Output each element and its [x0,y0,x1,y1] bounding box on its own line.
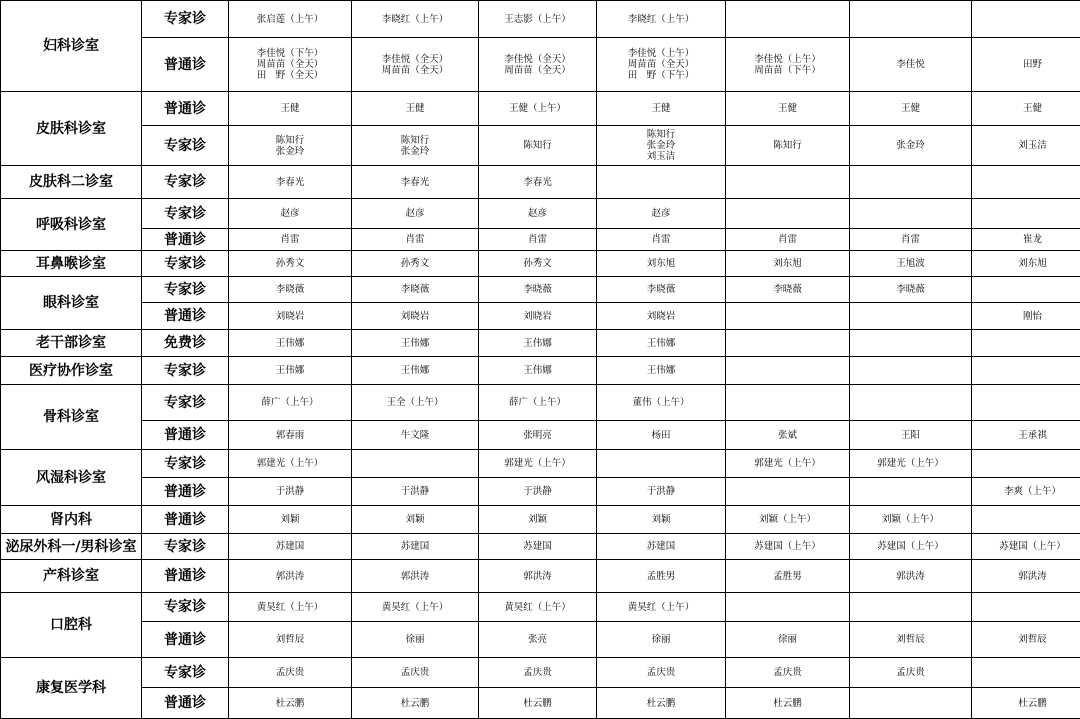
doctor-cell: 张金玲 [850,126,972,166]
clinic-type: 专家诊 [142,199,229,229]
clinic-type: 专家诊 [142,357,229,385]
clinic-type: 普通诊 [142,622,229,658]
schedule-row [1,1,1080,38]
clinic-type: 专家诊 [142,1,229,38]
doctor-cell: 赵彦 [229,199,352,229]
doctor-cell [972,199,1080,229]
clinic-type: 专家诊 [142,277,229,303]
clinic-type: 免费诊 [142,330,229,357]
clinic-type: 普通诊 [142,92,229,126]
clinic-type: 专家诊 [142,658,229,688]
doctor-cell: 李晓薇 [352,277,479,303]
department-name: 妇科诊室 [1,1,142,92]
clinic-type: 普通诊 [142,688,229,719]
department-name: 耳鼻喉诊室 [1,251,142,277]
doctor-cell: 陈知行 [479,126,597,166]
doctor-cell: 杜云鹏 [229,688,352,719]
schedule-body [1,1,1080,719]
doctor-cell: 王承祺 [972,421,1080,450]
schedule-row [1,38,1080,92]
doctor-cell [972,658,1080,688]
schedule-row [1,534,1080,560]
doctor-cell: 李晓薇 [479,277,597,303]
doctor-cell [972,506,1080,534]
doctor-cell [850,1,972,38]
schedule-row [1,251,1080,277]
clinic-type: 普通诊 [142,38,229,92]
doctor-cell: 王健 [597,92,726,126]
doctor-cell: 王伟娜 [229,357,352,385]
doctor-cell: 苏建国（上午） [972,534,1080,560]
doctor-cell: 李佳悦（上午） 周苗苗（全天） 田 野（下午） [597,38,726,92]
doctor-cell: 陈知行 张金玲 刘玉洁 [597,126,726,166]
doctor-cell [726,303,850,330]
doctor-cell [597,166,726,199]
doctor-cell [850,303,972,330]
doctor-cell: 刘颖 [597,506,726,534]
schedule-row [1,126,1080,166]
doctor-cell: 张启莲（上午） [229,1,352,38]
doctor-cell: 黄昊红（上午） [597,593,726,622]
doctor-cell: 郭洪涛 [479,560,597,593]
doctor-cell: 孟庆贵 [229,658,352,688]
doctor-cell: 李春光 [479,166,597,199]
doctor-cell: 刘东旭 [972,251,1080,277]
doctor-cell: 于洪静 [352,478,479,506]
schedule-row [1,385,1080,421]
doctor-cell: 刚怡 [972,303,1080,330]
doctor-cell: 郭春雨 [229,421,352,450]
doctor-cell [352,450,479,478]
doctor-cell: 田野 [972,38,1080,92]
clinic-type: 普通诊 [142,229,229,251]
schedule-row [1,478,1080,506]
doctor-cell: 李佳悦（下午） 周苗苗（全天） 田 野（全天） [229,38,352,92]
doctor-cell [850,688,972,719]
schedule-row [1,506,1080,534]
clinic-type: 普通诊 [142,560,229,593]
doctor-cell: 苏建国（上午） [726,534,850,560]
schedule-row [1,357,1080,385]
doctor-cell: 杜云鹏 [352,688,479,719]
doctor-cell: 赵彦 [479,199,597,229]
doctor-cell: 张斌 [726,421,850,450]
doctor-cell [726,199,850,229]
doctor-cell [972,166,1080,199]
doctor-cell: 刘晓岩 [479,303,597,330]
doctor-cell: 黄昊红（上午） [229,593,352,622]
doctor-cell: 张亮 [479,622,597,658]
department-name: 呼吸科诊室 [1,199,142,251]
department-name: 皮肤科诊室 [1,92,142,166]
doctor-cell: 孟胜男 [726,560,850,593]
doctor-cell: 刘东旭 [597,251,726,277]
doctor-cell: 郭建光（上午） [229,450,352,478]
doctor-cell: 王志影（上午） [479,1,597,38]
doctor-cell: 徐丽 [597,622,726,658]
clinic-type: 专家诊 [142,166,229,199]
department-name: 口腔科 [1,593,142,658]
clinic-type: 专家诊 [142,126,229,166]
doctor-cell: 刘晓岩 [229,303,352,330]
doctor-cell: 刘哲辰 [229,622,352,658]
doctor-cell: 赵彦 [352,199,479,229]
clinic-type: 专家诊 [142,534,229,560]
doctor-cell [972,277,1080,303]
department-name: 皮肤科二诊室 [1,166,142,199]
doctor-cell: 王阳 [850,421,972,450]
department-name: 产科诊室 [1,560,142,593]
clinic-type: 普通诊 [142,478,229,506]
doctor-cell [972,593,1080,622]
doctor-cell: 徐丽 [352,622,479,658]
doctor-cell: 王伟娜 [597,357,726,385]
schedule-row [1,593,1080,622]
doctor-cell: 于洪静 [479,478,597,506]
doctor-cell [726,330,850,357]
doctor-cell: 苏建国 [229,534,352,560]
schedule-row [1,658,1080,688]
schedule-row [1,303,1080,330]
doctor-cell: 牛文隆 [352,421,479,450]
department-name: 泌尿外科一/男科诊室 [1,534,142,560]
doctor-cell: 李春光 [229,166,352,199]
doctor-cell: 郭建光（上午） [726,450,850,478]
schedule-row [1,199,1080,229]
doctor-cell: 王全（上午） [352,385,479,421]
department-name: 老干部诊室 [1,330,142,357]
doctor-cell: 李晓薇 [850,277,972,303]
doctor-cell: 杜云鹏 [597,688,726,719]
doctor-cell: 王健 [229,92,352,126]
doctor-cell: 杨田 [597,421,726,450]
doctor-cell: 肖雷 [597,229,726,251]
doctor-cell [850,166,972,199]
schedule-row [1,92,1080,126]
doctor-cell: 薛广（上午） [479,385,597,421]
doctor-cell: 黄昊红（上午） [352,593,479,622]
doctor-cell: 李爽（上午） [972,478,1080,506]
clinic-type: 专家诊 [142,450,229,478]
doctor-cell: 李晓红（上午） [352,1,479,38]
doctor-cell: 刘颖 [352,506,479,534]
doctor-cell [726,357,850,385]
doctor-cell: 崔龙 [972,229,1080,251]
doctor-cell: 李晓薇 [726,277,850,303]
doctor-cell: 徐丽 [726,622,850,658]
schedule-row [1,277,1080,303]
department-name: 风湿科诊室 [1,450,142,506]
doctor-cell: 王健 [972,92,1080,126]
doctor-cell: 郭洪涛 [972,560,1080,593]
schedule-row [1,166,1080,199]
department-name: 康复医学科 [1,658,142,719]
doctor-cell: 黄昊红（上午） [479,593,597,622]
doctor-cell: 王伟娜 [352,330,479,357]
doctor-cell: 刘玉洁 [972,126,1080,166]
doctor-cell: 于洪静 [229,478,352,506]
doctor-cell [972,385,1080,421]
doctor-cell: 刘哲辰 [972,622,1080,658]
doctor-cell: 李佳悦（上午） 周苗苗（下午） [726,38,850,92]
doctor-cell: 郭洪涛 [229,560,352,593]
doctor-cell: 苏建国 [352,534,479,560]
doctor-cell: 杜云鹏 [479,688,597,719]
doctor-cell: 李春光 [352,166,479,199]
clinic-type: 专家诊 [142,385,229,421]
doctor-cell [850,357,972,385]
clinic-type: 专家诊 [142,593,229,622]
doctor-cell: 孟庆贵 [726,658,850,688]
schedule-row [1,560,1080,593]
doctor-cell: 王伟娜 [597,330,726,357]
schedule-row [1,421,1080,450]
schedule-row [1,450,1080,478]
doctor-cell [972,330,1080,357]
doctor-cell [850,593,972,622]
doctor-cell [850,385,972,421]
doctor-cell: 孙秀文 [479,251,597,277]
doctor-cell: 郭建光（上午） [850,450,972,478]
doctor-cell [850,478,972,506]
doctor-cell: 李晓红（上午） [597,1,726,38]
doctor-cell [726,478,850,506]
doctor-cell: 郭洪涛 [850,560,972,593]
doctor-cell: 李晓薇 [229,277,352,303]
doctor-cell [726,1,850,38]
doctor-cell: 王伟娜 [352,357,479,385]
doctor-cell: 王旭波 [850,251,972,277]
clinic-type: 普通诊 [142,506,229,534]
clinic-type: 专家诊 [142,251,229,277]
doctor-cell: 刘晓岩 [352,303,479,330]
doctor-cell: 郭建光（上午） [479,450,597,478]
doctor-cell: 孟庆贵 [479,658,597,688]
doctor-cell: 董伟（上午） [597,385,726,421]
department-name: 骨科诊室 [1,385,142,450]
doctor-cell: 张明亮 [479,421,597,450]
doctor-cell: 肖雷 [229,229,352,251]
doctor-cell [850,330,972,357]
doctor-cell: 刘东旭 [726,251,850,277]
doctor-cell: 孙秀文 [229,251,352,277]
schedule-row [1,330,1080,357]
doctor-cell: 王健 [352,92,479,126]
doctor-cell: 肖雷 [352,229,479,251]
doctor-cell: 陈知行 [726,126,850,166]
doctor-cell: 刘哲辰 [850,622,972,658]
doctor-cell: 杜云鹏 [726,688,850,719]
doctor-cell: 苏建国 [479,534,597,560]
department-name: 肾内科 [1,506,142,534]
doctor-cell: 王健（上午） [479,92,597,126]
doctor-cell: 苏建国 [597,534,726,560]
doctor-cell: 王健 [726,92,850,126]
doctor-cell [597,450,726,478]
doctor-cell: 王伟娜 [479,357,597,385]
doctor-cell: 王伟娜 [479,330,597,357]
doctor-cell: 刘晓岩 [597,303,726,330]
doctor-cell [726,385,850,421]
doctor-cell: 肖雷 [850,229,972,251]
clinic-type: 普通诊 [142,303,229,330]
doctor-cell: 孟庆贵 [597,658,726,688]
doctor-cell [972,1,1080,38]
schedule-row [1,688,1080,719]
doctor-cell: 李佳悦 [850,38,972,92]
doctor-cell [726,593,850,622]
doctor-cell: 陈知行 张金玲 [229,126,352,166]
doctor-cell: 赵彦 [597,199,726,229]
doctor-cell: 刘颖 [229,506,352,534]
doctor-cell: 苏建国（上午） [850,534,972,560]
doctor-cell [726,166,850,199]
doctor-cell: 李佳悦（全天） 周苗苗（全天） [479,38,597,92]
department-name: 医疗协作诊室 [1,357,142,385]
doctor-cell: 孟庆贵 [352,658,479,688]
doctor-cell [972,357,1080,385]
doctor-cell: 王伟娜 [229,330,352,357]
doctor-cell: 孟胜男 [597,560,726,593]
doctor-cell: 李佳悦（全天） 周苗苗（全天） [352,38,479,92]
doctor-cell: 孙秀文 [352,251,479,277]
doctor-cell: 李晓薇 [597,277,726,303]
doctor-cell: 肖雷 [479,229,597,251]
doctor-cell: 孟庆贵 [850,658,972,688]
doctor-cell: 薛广（上午） [229,385,352,421]
schedule-row [1,622,1080,658]
doctor-cell: 刘颖（上午） [850,506,972,534]
doctor-cell: 王健 [850,92,972,126]
doctor-cell: 于洪静 [597,478,726,506]
doctor-cell: 陈知行 张金玲 [352,126,479,166]
doctor-cell: 肖雷 [726,229,850,251]
clinic-type: 普通诊 [142,421,229,450]
doctor-cell [850,199,972,229]
schedule-row [1,229,1080,251]
doctor-cell: 刘颖 [479,506,597,534]
doctor-cell: 杜云鹏 [972,688,1080,719]
doctor-cell: 郭洪涛 [352,560,479,593]
department-name: 眼科诊室 [1,277,142,330]
doctor-cell: 刘颖（上午） [726,506,850,534]
doctor-cell [972,450,1080,478]
